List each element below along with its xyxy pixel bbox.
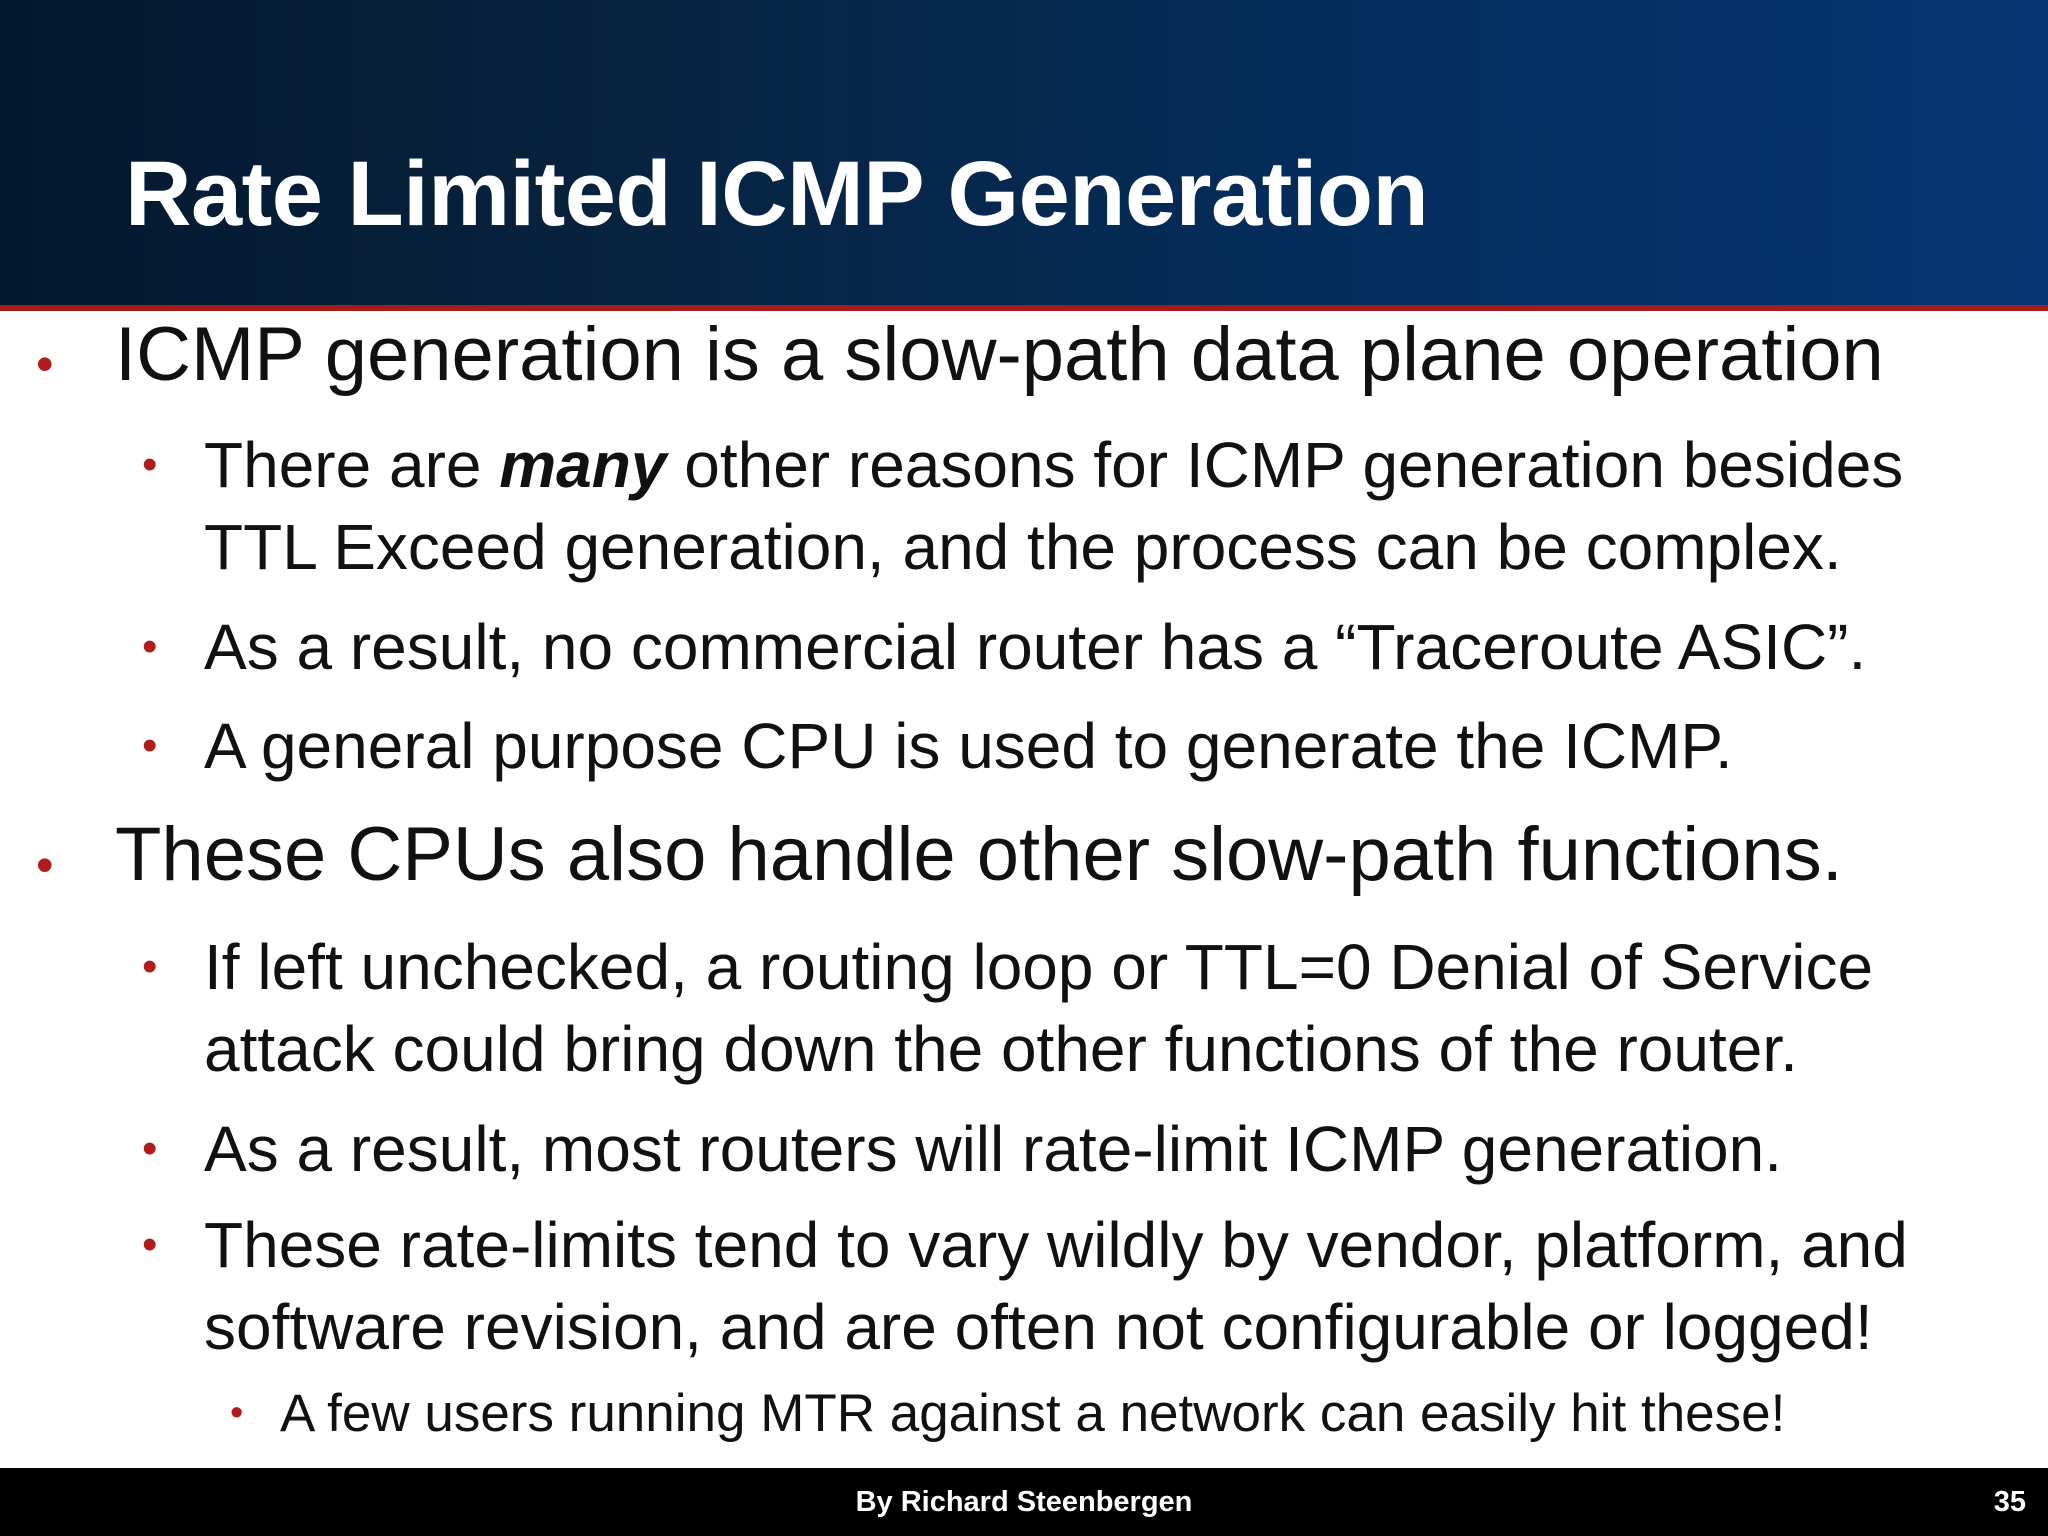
bullet-icon: • bbox=[36, 336, 54, 392]
bullet-level2: As a result, most routers will rate-limit ICMP generation. bbox=[204, 1113, 1782, 1185]
slide-title: Rate Limited ICMP Generation bbox=[125, 143, 1429, 245]
bullet-line: attack could bring down the other functions of the router. bbox=[204, 1013, 1798, 1085]
bullet-level3: A few users running MTR against a network can easily hit these! bbox=[280, 1384, 1786, 1443]
bullet-icon: • bbox=[142, 622, 158, 671]
bullet-icon: • bbox=[142, 1220, 158, 1269]
bullet-level2 bbox=[204, 1204, 1908, 1368]
bullet-level2: A general purpose CPU is used to generate the ICMP. bbox=[204, 710, 1733, 782]
bullet-level2: As a result, no commercial router has a “Traceroute ASIC”. bbox=[204, 611, 1867, 683]
bullet-level2 bbox=[204, 926, 1873, 1090]
text-run: other reasons for ICMP generation besides bbox=[666, 429, 1904, 501]
bullet-level1: These CPUs also handle other slow-path functions. bbox=[115, 812, 1843, 897]
bullet-icon: • bbox=[142, 1124, 158, 1173]
page-number: 35 bbox=[1993, 1486, 2026, 1518]
bullet-icon: • bbox=[230, 1392, 244, 1434]
footer-bar bbox=[0, 1468, 2048, 1536]
bullet-line: If left unchecked, a routing loop or TTL=0 Denial of Service bbox=[204, 931, 1874, 1003]
bullet-level2 bbox=[204, 424, 1903, 588]
bullet-icon: • bbox=[142, 440, 158, 489]
bullet-icon: • bbox=[142, 942, 158, 991]
bullet-level1: ICMP generation is a slow-path data plane operation bbox=[115, 312, 1884, 397]
bullet-icon: • bbox=[142, 721, 158, 770]
bullet-icon: • bbox=[36, 837, 54, 893]
bullet-line: These rate-limits tend to vary wildly by vendor, platform, and bbox=[204, 1209, 1908, 1281]
footer-author: By Richard Steenbergen bbox=[855, 1486, 1193, 1518]
bullet-line: software revision, and are often not configurable or logged! bbox=[204, 1291, 1873, 1363]
text-run: There are bbox=[204, 429, 500, 501]
bullet-line bbox=[204, 424, 1903, 506]
bullet-line: TTL Exceed generation, and the process can be complex. bbox=[204, 511, 1842, 583]
emphasis-text: many bbox=[499, 429, 667, 501]
